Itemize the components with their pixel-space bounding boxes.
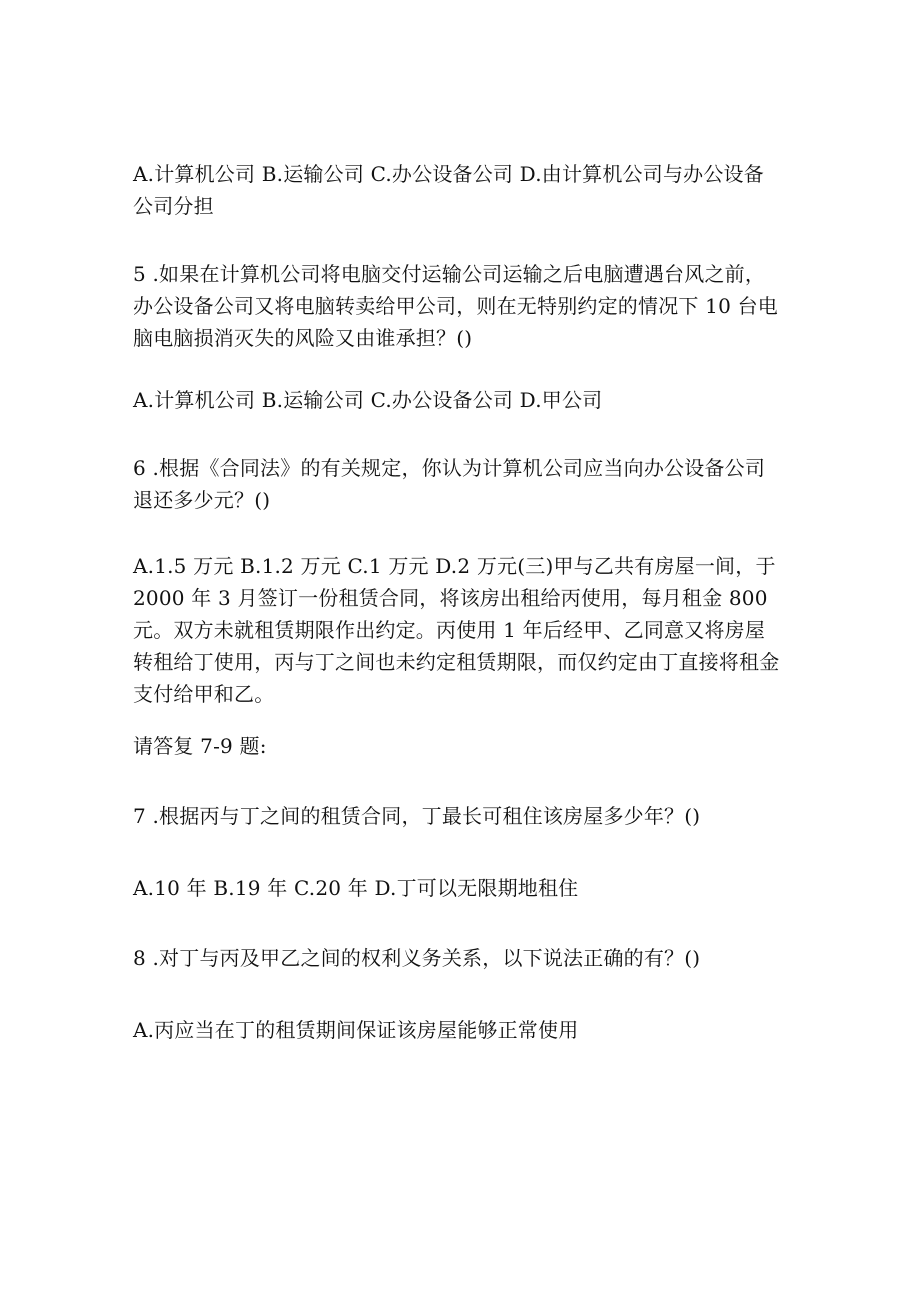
question-7: 7 .根据丙与丁之间的租赁合同，丁最长可租住该房屋多少年？() xyxy=(133,804,701,828)
answer-options-q4: A.计算机公司 B.运输公司 C.办公设备公司 D.由计算机公司与办公设备公司分担 xyxy=(133,162,764,218)
answer-options-q6-and-case-3: A.1.5 万元 B.1.2 万元 C.1 万元 D.2 万元(三)甲与乙共有房屋一间，于 2000 年 3 月签订一份租赁合同，将该房出租给丙使用，每月租金 800 元。双方未就租赁期限作出约定。丙使用 1 年后经甲、乙同意又将房屋转租给丁使用，丙与丁之间也未约定租赁期限，而仅约定由丁直接将租金支付给甲和乙。 xyxy=(133,554,780,706)
answer-option-q8-a: A.丙应当在丁的租赁期间保证该房屋能够正常使用 xyxy=(133,1018,579,1042)
question-6: 6 .根据《合同法》的有关规定，你认为计算机公司应当向办公设备公司退还多少元？() xyxy=(133,456,766,512)
answer-options-q7: A.10 年 B.19 年 C.20 年 D.丁可以无限期地租住 xyxy=(133,876,579,900)
question-8: 8 .对丁与丙及甲乙之间的权利义务关系，以下说法正确的有？() xyxy=(133,946,701,970)
instruction-q7-9: 请答复 7-9 题: xyxy=(133,734,267,758)
answer-options-q5: A.计算机公司 B.运输公司 C.办公设备公司 D.甲公司 xyxy=(133,388,603,412)
question-5: 5 .如果在计算机公司将电脑交付运输公司运输之后电脑遭遇台风之前，办公设备公司又将电脑转卖给甲公司，则在无特别约定的情况下 10 台电脑电脑损消灭失的风险又由谁承担？() xyxy=(133,262,778,350)
